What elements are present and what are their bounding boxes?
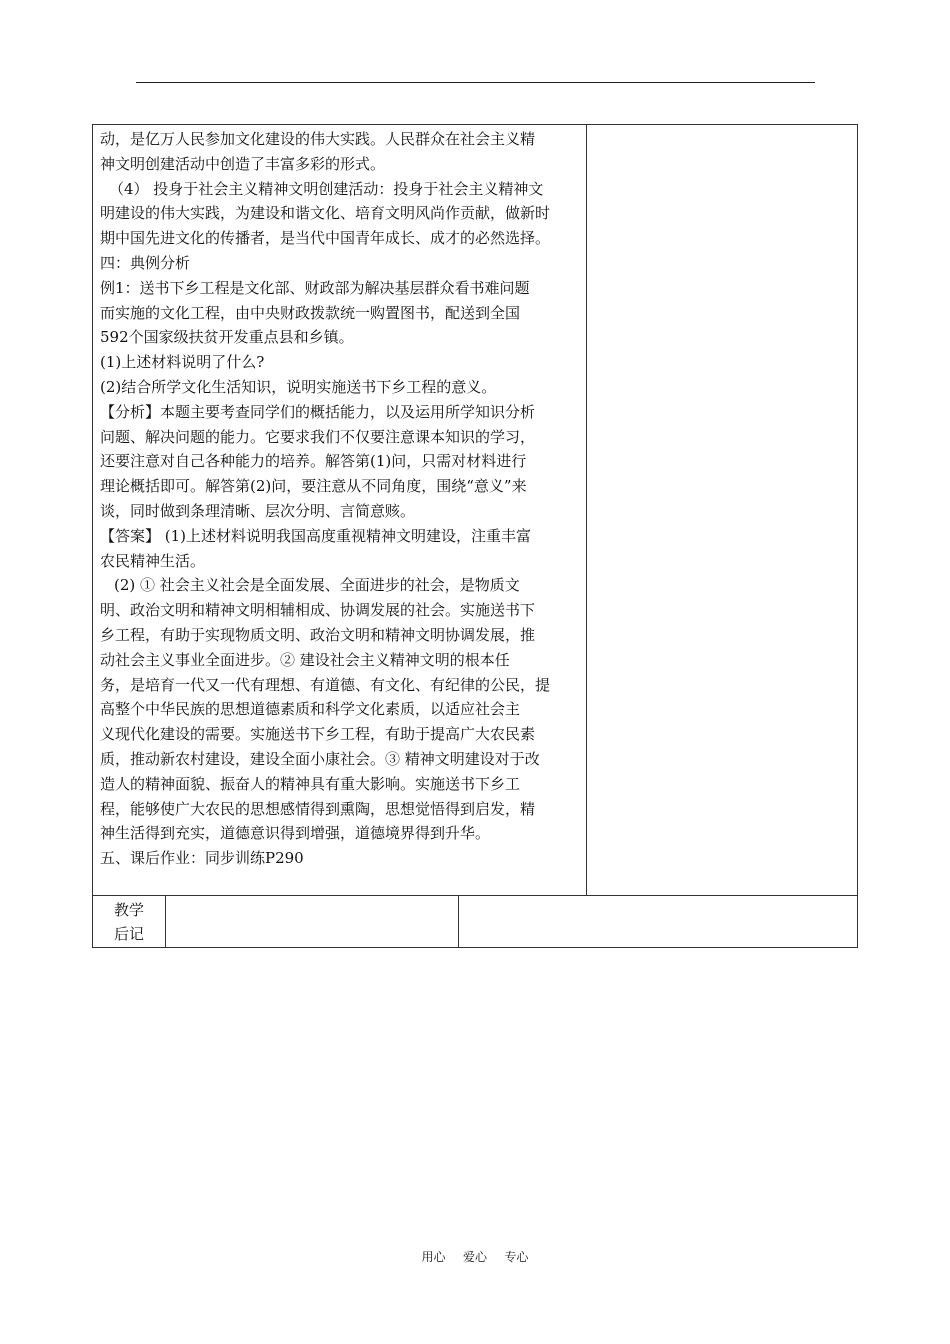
text-line: 务，是培育一代又一代有理想、有道德、有文化、有纪律的公民，提: [100, 675, 551, 694]
analysis-line: 【分析】本题主要考查同学们的概括能力，以及运用所学知识分析: [100, 402, 536, 421]
text-line: 理论概括即可。解答第(2)问，要注意从不同角度，围绕“意义”来: [100, 477, 527, 496]
text-line: 质，推动新农村建设，建设全面小康社会。③ 精神文明建设对于改: [100, 749, 540, 768]
lesson-content-cell: [93, 125, 587, 895]
text-line: 期中国先进文化的传播者，是当代中国青年成长、成才的必然选择。: [100, 229, 551, 248]
text-line: 高整个中华民族的思想道德素质和科学文化素质，以适应社会主: [100, 700, 521, 719]
text-line: 还要注意对自己各种能力的培养。解答第(1)问，只需对材料进行: [100, 452, 527, 471]
text-line: 程，能够使广大农民的思想感情得到熏陶，思想觉悟得到启发，精: [100, 799, 536, 818]
text-line: 动，是亿万人民参加文化建设的伟大实践。人民群众在社会主义精: [100, 130, 536, 148]
lesson-table: [92, 124, 858, 896]
text-line: 谈，同时做到条理清晰、层次分明、言简意赅。: [100, 501, 416, 520]
text-line: 明、政治文明和精神文明相辅相成、协调发展的社会。实施送书下: [100, 601, 536, 620]
text-line: 神文明创建活动中创造了丰富多彩的形式。: [100, 154, 386, 173]
lesson-notes-cell: [587, 125, 857, 895]
header-rule: [136, 82, 815, 83]
text-line: 义现代化建设的需要。实施送书下乡工程，有助于提高广大农民素: [100, 725, 536, 744]
teaching-notes-label: [93, 896, 166, 947]
text-line: 问题、解决问题的能力。它要求我们不仅要注意课本知识的学习，: [100, 427, 536, 446]
text-line: (2) ① 社会主义社会是全面发展、全面进步的社会，是物质文: [114, 576, 520, 595]
homework-line: 五、课后作业：同步训练P290: [100, 849, 304, 868]
text-line: 造人的精神面貌、振奋人的精神具有重大影响。实施送书下乡工: [100, 774, 521, 793]
text-line: 例1：送书下乡工程是文化部、财政部为解决基层群众看书难问题: [100, 278, 530, 297]
question-line: (1)上述材料说明了什么?: [100, 353, 265, 372]
text-line: 农民精神生活。: [100, 551, 206, 570]
question-line: (2)结合所学文化生活知识，说明实施送书下乡工程的意义。: [100, 377, 497, 396]
teaching-notes-cell: [166, 896, 459, 947]
text-line: 明建设的伟大实践，为建设和谐文化、培育文明风尚作贡献，做新时: [100, 204, 551, 223]
teaching-notes-cell: [459, 896, 857, 947]
text-line: 乡工程，有助于实现物质文明、政治文明和精神文明协调发展，推: [100, 625, 536, 644]
teaching-notes-row: [92, 896, 858, 948]
teaching-notes-label-line: 后记: [113, 925, 144, 943]
answer-line: 【答案】 (1)上述材料说明我国高度重视精神文明建设，注重丰富: [100, 526, 532, 545]
page-footer: 用心 爱心 专心: [421, 1250, 529, 1264]
teaching-notes-label-line: 教学: [113, 901, 144, 919]
text-line: 而实施的文化工程，由中央财政拨款统一购置图书，配送到全国: [100, 303, 521, 322]
section-heading: 四：典例分析: [100, 253, 191, 272]
text-line: 神生活得到充实，道德意识得到增强，道德境界得到升华。: [100, 824, 491, 843]
text-line: 动社会主义事业全面进步。② 建设社会主义精神文明的根本任: [100, 650, 510, 669]
text-line: （4） 投身于社会主义精神文明创建活动：投身于社会主义精神文: [109, 179, 544, 198]
text-line: 592个国家级扶贫开发重点县和乡镇。: [100, 328, 354, 347]
